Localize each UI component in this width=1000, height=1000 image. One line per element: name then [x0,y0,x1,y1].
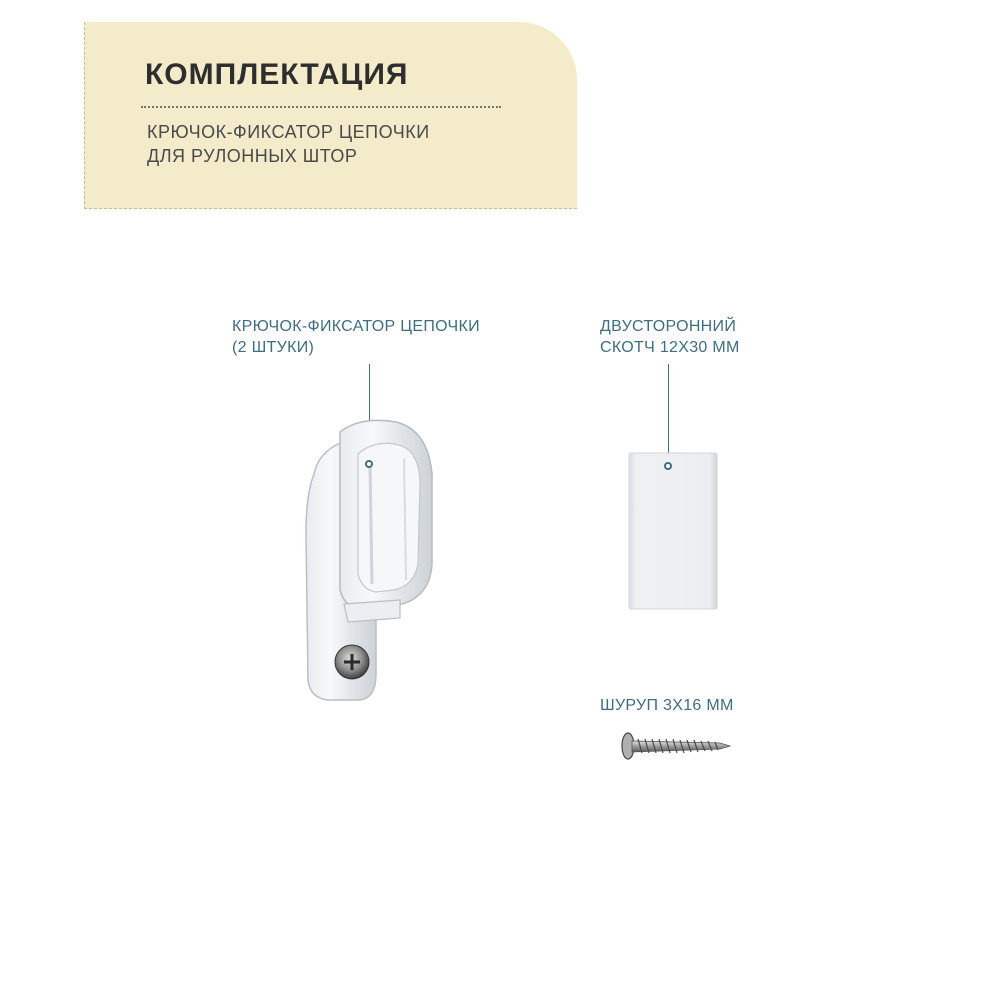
hook-label [232,316,480,358]
tape-image [628,452,718,610]
tape-label-line-2: СКОТЧ 12Х30 ММ [600,339,740,356]
tape-leader-dot [664,462,672,470]
screw-image [616,730,732,764]
hook-leader-dot [365,460,373,468]
hook-image [300,414,440,714]
tape-leader-line [668,364,669,464]
page-subtitle [147,120,430,168]
tape-label-line-1: ДВУСТОРОННИЙ [600,318,737,335]
tape-label [600,316,740,358]
subtitle-line-1: КРЮЧОК-ФИКСАТОР ЦЕПОЧКИ [147,122,430,142]
screw-label-line-1: ШУРУП 3Х16 ММ [600,697,734,714]
hook-label-line-2: (2 ШТУКИ) [232,339,315,356]
screw-label [600,695,734,716]
page-title: КОМПЛЕКТАЦИЯ [145,58,409,91]
subtitle-line-2: ДЛЯ РУЛОННЫХ ШТОР [147,146,358,166]
hook-label-line-1: КРЮЧОК-ФИКСАТОР ЦЕПОЧКИ [232,318,480,335]
title-divider [141,106,501,108]
header-card [84,22,577,209]
